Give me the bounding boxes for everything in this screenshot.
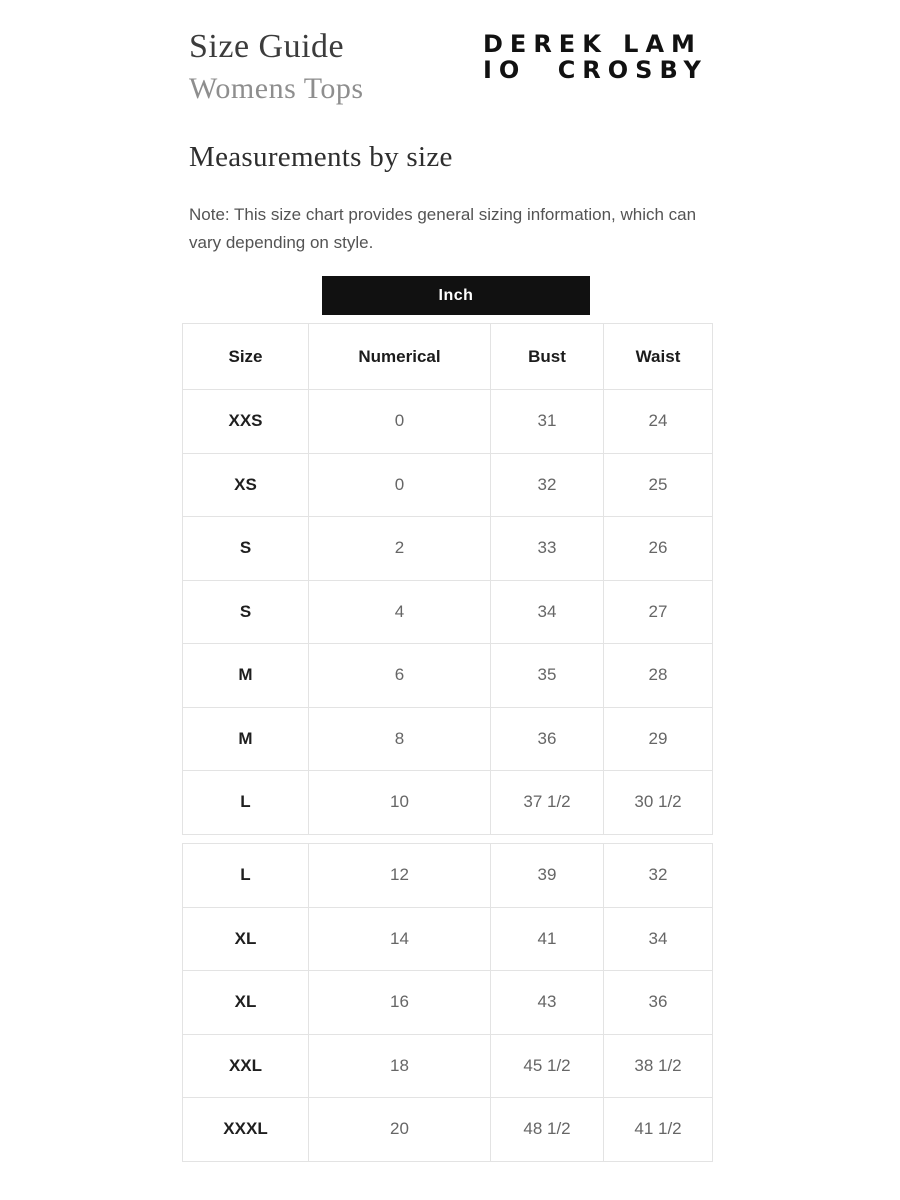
- table-row: [183, 644, 713, 708]
- table-row: [183, 453, 713, 517]
- bust-cell: 36: [491, 707, 604, 771]
- table-row: [183, 707, 713, 771]
- size-cell: XXXL: [183, 1098, 309, 1162]
- table-row: [183, 517, 713, 581]
- size-cell: L: [183, 771, 309, 835]
- bust-cell: 43: [491, 971, 604, 1035]
- brand-logo-line2: IO CROSBY: [483, 56, 708, 84]
- size-cell: XL: [183, 971, 309, 1035]
- numerical-cell: 0: [309, 453, 491, 517]
- column-header-waist: Waist: [604, 324, 713, 390]
- bust-cell: 48 1/2: [491, 1098, 604, 1162]
- size-cell: M: [183, 644, 309, 708]
- numerical-cell: 8: [309, 707, 491, 771]
- bust-cell: 41: [491, 907, 604, 971]
- numerical-cell: 0: [309, 390, 491, 454]
- waist-cell: 26: [604, 517, 713, 581]
- numerical-cell: 18: [309, 1034, 491, 1098]
- numerical-cell: 14: [309, 907, 491, 971]
- page-subtitle: Womens Tops: [189, 72, 364, 105]
- unit-tab-inch[interactable]: Inch: [322, 276, 590, 315]
- size-cell: S: [183, 580, 309, 644]
- bust-cell: 37 1/2: [491, 771, 604, 835]
- numerical-cell: 20: [309, 1098, 491, 1162]
- size-cell: S: [183, 517, 309, 581]
- table-row: [183, 971, 713, 1035]
- size-cell: XL: [183, 907, 309, 971]
- waist-cell: 32: [604, 844, 713, 908]
- brand-logo: [483, 31, 733, 83]
- bust-cell: 45 1/2: [491, 1034, 604, 1098]
- waist-cell: 38 1/2: [604, 1034, 713, 1098]
- numerical-cell: 16: [309, 971, 491, 1035]
- waist-cell: 30 1/2: [604, 771, 713, 835]
- section-heading: Measurements by size: [189, 141, 453, 173]
- bust-cell: 32: [491, 453, 604, 517]
- size-cell: XS: [183, 453, 309, 517]
- brand-logo-line1: DEREK LAM: [483, 30, 702, 58]
- column-header-size: Size: [183, 324, 309, 390]
- bust-cell: 35: [491, 644, 604, 708]
- numerical-cell: 6: [309, 644, 491, 708]
- bust-cell: 34: [491, 580, 604, 644]
- size-cell: L: [183, 844, 309, 908]
- waist-cell: 34: [604, 907, 713, 971]
- numerical-cell: 2: [309, 517, 491, 581]
- size-cell: XXL: [183, 1034, 309, 1098]
- numerical-cell: 12: [309, 844, 491, 908]
- numerical-cell: 4: [309, 580, 491, 644]
- table-row: [183, 1098, 713, 1162]
- waist-cell: 36: [604, 971, 713, 1035]
- table-row: [183, 390, 713, 454]
- table-row: [183, 580, 713, 644]
- column-header-numerical: Numerical: [309, 324, 491, 390]
- numerical-cell: 10: [309, 771, 491, 835]
- page-title: Size Guide: [189, 28, 345, 65]
- size-table-lower: [182, 843, 713, 1162]
- table-row: [183, 844, 713, 908]
- table-header-row: [183, 324, 713, 390]
- waist-cell: 29: [604, 707, 713, 771]
- table-row: [183, 771, 713, 835]
- bust-cell: 33: [491, 517, 604, 581]
- size-table-upper: [182, 323, 713, 835]
- bust-cell: 31: [491, 390, 604, 454]
- column-header-bust: Bust: [491, 324, 604, 390]
- waist-cell: 25: [604, 453, 713, 517]
- bust-cell: 39: [491, 844, 604, 908]
- sizing-note: Note: This size chart provides general sizing information, which can vary depending on style.: [189, 205, 697, 252]
- waist-cell: 41 1/2: [604, 1098, 713, 1162]
- table-row: [183, 907, 713, 971]
- size-cell: XXS: [183, 390, 309, 454]
- waist-cell: 24: [604, 390, 713, 454]
- waist-cell: 28: [604, 644, 713, 708]
- waist-cell: 27: [604, 580, 713, 644]
- size-cell: M: [183, 707, 309, 771]
- table-row: [183, 1034, 713, 1098]
